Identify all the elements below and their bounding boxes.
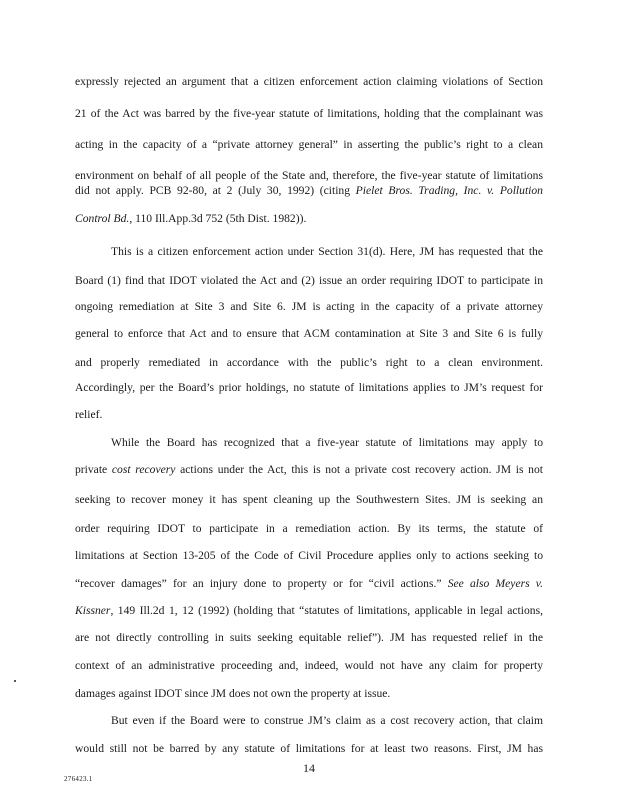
scan-speck: [14, 680, 16, 682]
text-run: But even if the Board were to construe JM’s claim as a cost recovery action, that claim: [111, 714, 543, 727]
text-run: While the Board has recognized that a five-year statute of limitations may apply to: [111, 436, 543, 449]
text-line: [75, 549, 543, 563]
text-line: [75, 327, 543, 341]
text-run: general to enforce that Act and to ensure that ACM contamination at Site 3 and Site 6 is fully: [75, 327, 543, 340]
text-line: [75, 522, 543, 536]
text-run: , 149 Ill.2d 1, 12 (1992) (holding that “statutes of limitations, applicable in legal actions,: [110, 604, 543, 617]
text-run: actions under the Act, this is not a private cost recovery action. JM is not: [175, 463, 543, 476]
text-line: [75, 631, 543, 645]
italic-run: Kissner: [75, 604, 111, 617]
text-run: 21 of the Act was barred by the five-year statute of limitations, holding that the complainant was: [75, 107, 543, 120]
italic-run: cost recovery: [111, 463, 176, 476]
text-line: [75, 659, 543, 673]
text-line: [75, 577, 543, 591]
text-line: [75, 212, 543, 226]
text-line: [111, 436, 543, 450]
text-line: [75, 356, 543, 370]
text-line: [75, 604, 543, 618]
text-run: ongoing remediation at Site 3 and Site 6. JM is acting in the capacity of a private attorney: [75, 300, 543, 313]
text-line: [75, 742, 543, 756]
text-line: [75, 138, 543, 152]
text-run: order requiring IDOT to participate in a remediation action. By its terms, the statute of: [75, 522, 543, 535]
text-run: seeking to recover money it has spent cleaning up the Southwestern Sites. JM is seeking an: [75, 493, 543, 506]
text-line: [75, 408, 543, 422]
text-run: did not apply. PCB 92-80, at 2 (July 30, 1992) (citing: [75, 184, 356, 197]
text-line: [75, 463, 543, 477]
italic-run: Pielet Bros. Trading, Inc. v. Pollution: [355, 184, 543, 197]
page-number: 14: [303, 761, 315, 775]
text-run: limitations at Section 13-205 of the Code of Civil Procedure applies only to actions seeking to: [75, 549, 543, 562]
italic-run: Control Bd.: [75, 212, 130, 225]
text-run: damages against IDOT since JM does not own the property at issue.: [75, 687, 391, 700]
text-line: [75, 687, 543, 701]
italic-run: See also Meyers v.: [447, 577, 543, 590]
text-run: environment on behalf of all people of the State and, therefore, the five-year statute of limitations: [75, 169, 543, 182]
text-run: This is a citizen enforcement action under Section 31(d). Here, JM has requested that the: [111, 245, 543, 258]
text-run: private: [75, 463, 112, 476]
text-line: [75, 107, 543, 121]
text-line: [75, 169, 543, 183]
text-line: [111, 245, 543, 259]
text-line: [75, 75, 543, 89]
text-run: would still not be barred by any statute of limitations for at least two reasons. First, JM has: [75, 742, 543, 755]
text-run: expressly rejected an argument that a citizen enforcement action claiming violations of Section: [75, 75, 543, 88]
text-line: [75, 300, 543, 314]
text-run: are not directly controlling in suits seeking equitable relief”). JM has requested relief in the: [75, 631, 543, 644]
text-line: [75, 274, 543, 288]
text-run: and properly remediated in accordance with the public’s right to a clean environment.: [75, 356, 543, 369]
text-run: , 110 Ill.App.3d 752 (5th Dist. 1982)).: [129, 212, 307, 225]
text-run: acting in the capacity of a “private attorney general” in asserting the public’s right to a clean: [75, 138, 543, 151]
text-run: Accordingly, per the Board’s prior holdings, no statute of limitations applies to JM’s request for: [75, 381, 543, 394]
text-line: [75, 184, 543, 198]
text-line: [75, 381, 543, 395]
text-run: Board (1) find that IDOT violated the Act and (2) issue an order requiring IDOT to participate in: [75, 274, 543, 287]
text-run: context of an administrative proceeding and, indeed, would not have any claim for property: [75, 659, 543, 672]
text-line: [75, 493, 543, 507]
text-line: [111, 714, 543, 728]
document-id: 276423.1: [64, 775, 93, 783]
text-run: “recover damages” for an injury done to property or for “civil actions.”: [75, 577, 448, 590]
text-run: relief.: [75, 408, 103, 421]
